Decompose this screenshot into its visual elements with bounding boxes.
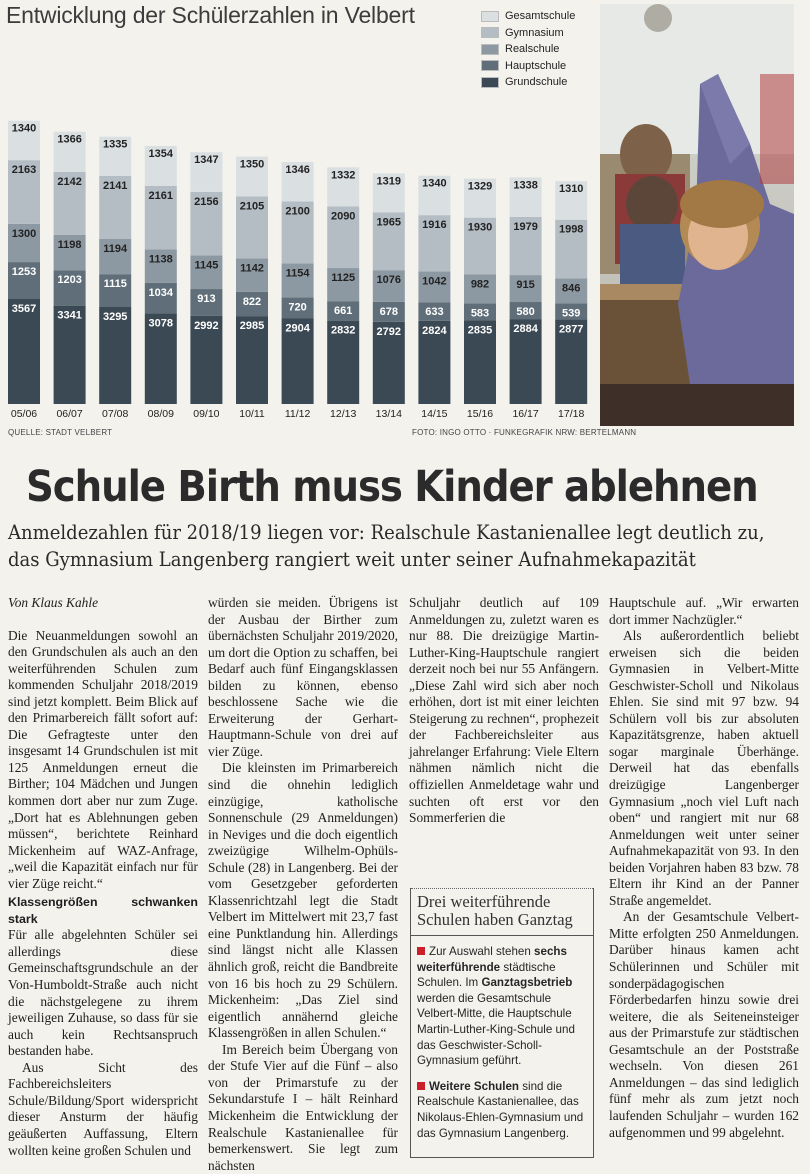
data-label: 1998 xyxy=(558,223,584,236)
legend-label: Hauptschule xyxy=(505,59,567,72)
data-label: 2904 xyxy=(285,322,310,335)
data-label: 580 xyxy=(516,306,535,319)
data-label: 1930 xyxy=(467,221,493,234)
paragraph: Als außerordentlich beliebt erweisen sich die beiden Gymnasien in Velbert-Mitte Geschwister-Scholl und Nikolaus Ehlen. Sie sind mit 97 bzw. 94 Schülern voll bis zur absoluten Kapazitätsgrenze, haben aktuell sogar marginale Überhänge. Derweil hat das ebenfalls dreizügige Langenberger Gymnasium „noch viel Luft nach oben“ und rangiert mit nur 68 Anmeldungen weit unter seiner Aufnahmekapazität von 93. In den beiden Vorjahren haben 83 bzw. 78 Eltern ihr Kind an der Panner Straße angemeldet. xyxy=(609,628,799,908)
data-label: 1335 xyxy=(102,138,128,151)
data-label: 2877 xyxy=(558,323,584,336)
article-column-4 xyxy=(609,595,799,1141)
category-label: 07/08 xyxy=(102,408,129,420)
legend-label: Grundschule xyxy=(505,76,568,89)
category-label: 14/15 xyxy=(421,408,448,420)
data-label: 1203 xyxy=(57,274,82,287)
data-label: 1076 xyxy=(376,274,402,287)
data-label: 1194 xyxy=(103,243,128,256)
category-label: 13/14 xyxy=(375,408,402,420)
subhead-line-2: das Gymnasium Langenberg rangiert weit unter seiner Aufnahmekapazität xyxy=(8,548,696,571)
stacked-bar-chart xyxy=(0,30,600,430)
data-label: 822 xyxy=(242,295,262,308)
chart-title: Entwicklung der Schülerzahlen in Velbert xyxy=(6,2,415,28)
data-label: 661 xyxy=(334,305,353,318)
subhead-line-1: Anmeldezahlen für 2018/19 liegen vor: Realschule Kastanienallee legt deutlich zu, xyxy=(8,521,765,544)
data-label: 915 xyxy=(516,279,535,292)
category-label: 10/11 xyxy=(239,408,265,420)
legend-label: Gesamtschule xyxy=(505,10,576,23)
data-label: 1916 xyxy=(422,219,447,232)
red-square-icon xyxy=(417,1082,425,1090)
data-label: 1034 xyxy=(148,286,174,299)
data-label: 2141 xyxy=(102,179,128,192)
category-label: 15/16 xyxy=(466,408,494,420)
paragraph: Aus Sicht des Fachbereichsleiters Schule/Bildung/Sport widerspricht dieser Ansturm der häufig geäußerten Auffassung, Eltern wollten keine großen Schulen und xyxy=(8,1059,198,1158)
data-label: 1338 xyxy=(513,179,538,192)
legend-swatch xyxy=(481,11,499,22)
paragraph: Schuljahr deutlich auf 109 Anmeldungen zu, zuletzt waren es nur 88. Die dreizügige Martin-Luther-King-Hauptschule rangiert derzeit noch bei nur 55 Anfängern. „Diese Zahl wird sich aber noch erhöhen, dort ist mit einer leichten Steigerung zu rechnen“, prophezeit der Fachbereichsleiter aus jahrelanger Erfahrung: Viele Eltern nähmen nämlich nicht die offiziellen Anmeldetage wahr und suchten oft erst vor den Sommerferien die xyxy=(409,595,599,826)
data-label: 1354 xyxy=(148,147,174,160)
category-label: 12/13 xyxy=(330,408,357,420)
category-label: 11/12 xyxy=(284,408,311,420)
category-label: 05/06 xyxy=(10,408,38,420)
data-label: 1138 xyxy=(148,253,173,266)
info-box-paragraph-1: Zur Auswahl stehen sechs weiterführende städtische Schulen. Im Ganztagsbetrieb werden die Gesamtschule Velbert-Mitte, die Hauptschule Martin-Luther-King-Schule und das Geschwister-Scholl-Gymnasium geführt. xyxy=(417,945,575,1068)
data-label: 2163 xyxy=(11,164,37,177)
data-label: 1198 xyxy=(57,238,82,251)
data-label: 2835 xyxy=(467,324,493,337)
article-subheadline xyxy=(8,519,765,573)
classroom-photo-illustration xyxy=(600,4,794,426)
data-label: 1115 xyxy=(103,278,127,291)
data-label: 2090 xyxy=(330,210,356,223)
data-label: 2161 xyxy=(148,189,174,202)
data-label: 913 xyxy=(197,293,216,306)
data-label: 2100 xyxy=(285,205,310,218)
data-label: 720 xyxy=(288,301,307,314)
data-label: 1154 xyxy=(285,267,310,280)
data-label: 2884 xyxy=(513,323,538,336)
paragraph: Hauptschule auf. „Wir erwarten dort immer Nachzügler.“ xyxy=(609,595,799,627)
data-label: 2824 xyxy=(422,324,447,337)
data-label: 1125 xyxy=(331,272,356,285)
byline: Von Klaus Kahle xyxy=(8,595,99,610)
data-label: 3341 xyxy=(57,309,82,322)
data-label: 2792 xyxy=(376,325,402,338)
data-label: 1350 xyxy=(239,158,265,171)
data-label: 583 xyxy=(470,307,490,320)
legend-label: Gymnasium xyxy=(505,26,564,39)
data-label: 3295 xyxy=(102,310,128,323)
chart-source: QUELLE: STADT VELBERT xyxy=(8,428,113,437)
legend-item xyxy=(481,8,575,25)
category-label: 09/10 xyxy=(193,408,220,420)
chart-credit: FOTO: INGO OTTO · FUNKEGRAFIK NRW: BERTELMANN xyxy=(412,428,637,437)
data-label: 1347 xyxy=(194,154,219,167)
data-label: 1310 xyxy=(558,183,584,196)
category-label: 08/09 xyxy=(147,408,174,420)
data-label: 1340 xyxy=(422,177,447,190)
legend-label: Realschule xyxy=(505,43,560,56)
category-label: 17/18 xyxy=(558,408,585,420)
data-label: 982 xyxy=(470,278,490,291)
data-label: 3567 xyxy=(11,302,37,315)
classroom-photo xyxy=(600,4,794,426)
data-label: 1145 xyxy=(194,259,219,272)
data-label: 2992 xyxy=(194,319,219,332)
info-box xyxy=(410,888,594,1158)
data-label: 2105 xyxy=(239,200,265,213)
red-square-icon xyxy=(417,947,425,955)
paragraph: Für alle abgelehnten Schüler sei allerdings diese Gemeinschaftsgrundschule an der Von-Humboldt-Straße auch nicht die nächstgelegene zu ihrem jeweiligen Zuhause, so dass für sie auch kein Rechtsanspruch bestanden habe. xyxy=(8,927,198,1059)
data-label: 1329 xyxy=(467,180,493,193)
data-label: 633 xyxy=(425,306,444,319)
data-label: 1979 xyxy=(513,220,538,233)
data-label: 1253 xyxy=(11,266,37,279)
data-label: 2142 xyxy=(57,175,82,188)
paragraph: würden sie meiden. Übrigens ist der Ausbau der Birther zum übernächsten Schuljahr 2019/2020, um dort die Option zu schaffen, bei Bedarf auch fünf Eingangsklassen bilden zu können, ebenso beschlossene Sache wie die Erweiterung der Gerhart-Hauptmann-Schule von drei auf vier Züge. xyxy=(208,595,398,759)
data-label: 1319 xyxy=(376,175,402,188)
data-label: 3078 xyxy=(148,317,174,330)
data-label: 678 xyxy=(379,305,398,318)
data-label: 2832 xyxy=(330,324,356,337)
data-label: 2156 xyxy=(194,195,219,208)
data-label: 1366 xyxy=(57,133,82,146)
data-label: 1340 xyxy=(11,122,37,135)
data-label: 1042 xyxy=(422,275,447,288)
category-label: 06/07 xyxy=(56,408,83,420)
article-column-3 xyxy=(409,595,599,827)
data-label: 539 xyxy=(562,307,581,320)
info-box-paragraph-2: Weitere Schulen sind die Realschule Kastanienallee, das Nikolaus-Ehlen-Gymnasium und das Gymnasium Langenberg. xyxy=(417,1079,584,1140)
article-column-1 xyxy=(8,595,198,1159)
data-label: 1300 xyxy=(11,227,37,240)
paragraph: Die Neuanmeldungen sowohl an den Grundschulen als auch an den weiterführenden Schulen zum kommenden Schuljahr 2018/2019 sind jetzt komplett. Beim Blick auf den Primarbereich fällt sofort auf: Die Gefragteste unter den insgesamt 14 Grundschulen ist mit 125 Anmeldungen erneut die Birther; 104 Mädchen und Jungen kommen dort aber nur zum Zuge. „Dort hat es Ablehnungen geben müssen“, berichtete Reinhard Mickenheim auf WAZ-Anfrage, „weil die Kapazität einfach nur für vier Züge reicht.“ xyxy=(8,627,198,891)
article-column-2 xyxy=(208,595,398,1174)
paragraph: An der Gesamtschule Velbert-Mitte erfolgten 250 Anmeldungen. Darüber hinaus kamen acht Schülerinnen und Schüler mit sonderpädagogischen Förderbedarfen hinzu sowie drei weitere, die als Seiteneinsteiger aus der Primarstufe zur städtischen Gesamtschule an der Poststraße wechseln. Von diesen 261 Anmeldungen – das sind lediglich fünf mehr als zum jetzt noch laufenden Schuljahr – wurden 162 aufgenommen und 99 abgelehnt. xyxy=(609,909,799,1140)
data-label: 846 xyxy=(562,282,581,295)
article-subheading: Klassengrößen schwanken stark xyxy=(8,895,198,926)
paragraph: Im Bereich beim Übergang von der Stufe Vier auf die Fünf – also von der Primarstufe zu der Sekundarstufe I – hält Reinhard Mickenheim die Entwicklung der Realschule Kastanienallee für bemerkenswert. Sie legt zum nächsten xyxy=(208,1041,398,1173)
data-label: 1965 xyxy=(376,216,402,229)
data-label: 1346 xyxy=(285,163,310,176)
data-label: 1332 xyxy=(330,169,356,182)
article-headline: Schule Birth muss Kinder ablehnen xyxy=(26,462,758,512)
category-label: 16/17 xyxy=(512,408,539,420)
data-label: 2985 xyxy=(239,320,265,333)
paragraph: Die kleinsten im Primarbereich sind die ohnehin lediglich einzügige, katholische Sonnenschule (29 Anmeldungen) in Neviges und die doch eigentlich zweizügige Wilhelm-Ophüls-Schule (28) in Langenberg. Bei der vom Gesetzgeber geforderten Klassenrichtzahl legt die Stadt Velbert im Mittelwert mit 23,7 fast eine Punktlandung hin. Allerdings sind längst nicht alle Klassen ähnlich groß, reicht die Bandbreite von 16 bis hoch zu 29 Schülern. Mickenheim: „Das Ziel sind eigentlich annähernd gleiche Klassengrößen in allen Schulen.“ xyxy=(208,760,398,1041)
data-label: 1142 xyxy=(240,262,264,275)
info-box-title: Drei weiterführende Schulen haben Ganztag xyxy=(411,888,593,936)
